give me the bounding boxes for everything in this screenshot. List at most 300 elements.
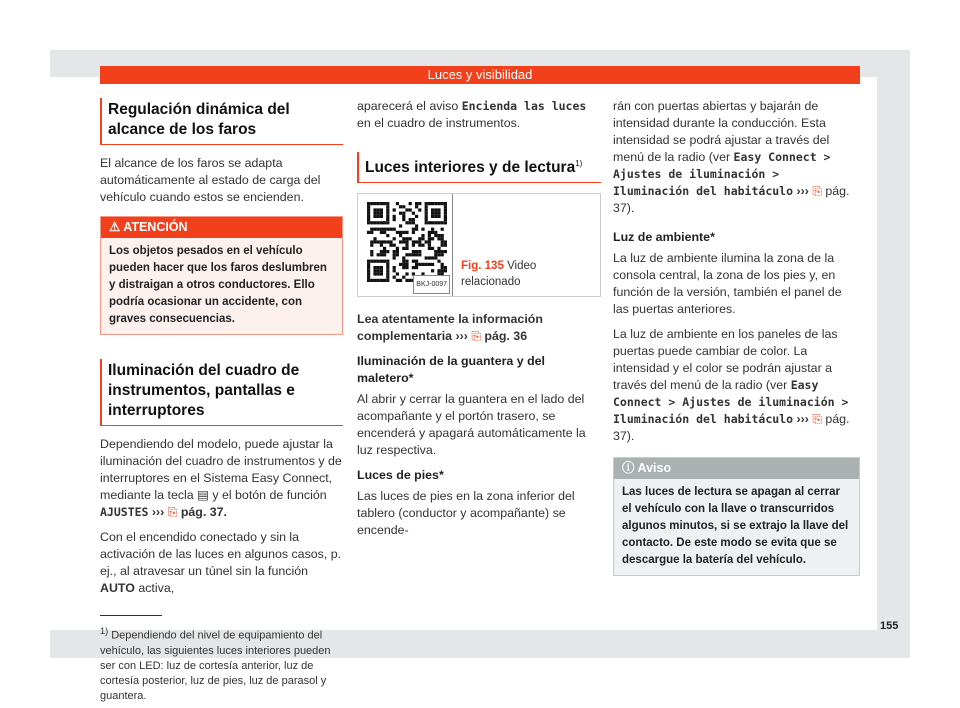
qr-module: [377, 273, 380, 276]
qr-module: [396, 273, 399, 276]
qr-module: [418, 209, 421, 212]
qr-module: [428, 202, 431, 205]
heading-instrument-lighting: Iluminación del cuadro de instrumentos, pantallas e interruptores: [100, 359, 343, 426]
qr-module: [437, 247, 440, 250]
qr-module: [380, 228, 383, 231]
qr-module: [367, 269, 370, 272]
qr-module: [409, 218, 412, 221]
qr-module: [415, 205, 418, 208]
qr-module: [437, 215, 440, 218]
book-reference-icon: ⎘: [812, 412, 822, 426]
qr-module: [402, 212, 405, 215]
page-reference-link[interactable]: pág. 37.: [180, 505, 227, 519]
qr-module: [444, 205, 447, 208]
qr-module: [412, 244, 415, 247]
column-2: [357, 98, 601, 547]
qr-module: [428, 263, 431, 266]
qr-module: [441, 228, 444, 231]
qr-module: [418, 244, 421, 247]
qr-module: [441, 221, 444, 224]
qr-module: [428, 231, 431, 234]
qr-module: [441, 244, 444, 247]
qr-module: [380, 260, 383, 263]
qr-module: [425, 241, 428, 244]
qr-module: [386, 202, 389, 205]
qr-module: [399, 205, 402, 208]
qr-module: [377, 253, 380, 256]
book-reference-icon: ⎘: [471, 329, 481, 344]
qr-module: [380, 241, 383, 244]
qr-module: [399, 225, 402, 228]
qr-module: [370, 202, 373, 205]
qr-module: [367, 202, 370, 205]
qr-module: [441, 263, 444, 266]
qr-module: [444, 215, 447, 218]
qr-module: [405, 247, 408, 250]
auto-symbol: AUTO: [100, 581, 135, 595]
qr-module: [383, 247, 386, 250]
qr-module: [441, 266, 444, 269]
qr-module: [405, 266, 408, 269]
qr-module: [386, 209, 389, 212]
qr-module: [373, 241, 376, 244]
qr-module: [418, 250, 421, 253]
qr-module: [373, 212, 376, 215]
qr-module: [405, 241, 408, 244]
qr-module: [431, 231, 434, 234]
qr-module: [393, 244, 396, 247]
qr-module: [405, 273, 408, 276]
qr-module: [389, 241, 392, 244]
qr-module: [431, 209, 434, 212]
qr-module: [396, 202, 399, 205]
qr-module: [434, 209, 437, 212]
qr-module: [415, 241, 418, 244]
qr-module: [367, 266, 370, 269]
note-title: ⓘ Aviso: [614, 458, 859, 479]
qr-module: [444, 244, 447, 247]
qr-module: [434, 212, 437, 215]
qr-module: [444, 266, 447, 269]
qr-module: [377, 266, 380, 269]
qr-module: [383, 231, 386, 234]
qr-module: [421, 244, 424, 247]
qr-module: [373, 209, 376, 212]
figure-135: [357, 193, 601, 297]
paragraph: aparecerá el aviso Encienda las luces en el cuadro de instrumentos.: [357, 99, 587, 130]
qr-module: [425, 202, 428, 205]
qr-module: [441, 253, 444, 256]
qr-module: [370, 250, 373, 253]
qr-module: [367, 263, 370, 266]
qr-module: [434, 253, 437, 256]
note-box: [613, 457, 860, 576]
qr-module: [412, 266, 415, 269]
qr-module: [425, 215, 428, 218]
paragraph: Las luces de pies en la zona inferior del tablero (conductor y acompañante) se encende-: [357, 489, 575, 538]
qr-module: [377, 279, 380, 282]
qr-module: [380, 244, 383, 247]
qr-module: [444, 212, 447, 215]
book-reference-icon: ⎘: [812, 184, 822, 198]
qr-module: [412, 260, 415, 263]
qr-module: [437, 253, 440, 256]
qr-module: [444, 241, 447, 244]
qr-module: [399, 279, 402, 282]
qr-module: [434, 250, 437, 253]
qr-module: [431, 269, 434, 272]
qr-module: [383, 202, 386, 205]
qr-module: [415, 250, 418, 253]
qr-module: [431, 257, 434, 260]
qr-module: [367, 221, 370, 224]
qr-module: [402, 215, 405, 218]
qr-module: [386, 276, 389, 279]
qr-module: [380, 202, 383, 205]
qr-module: [396, 279, 399, 282]
qr-module: [377, 221, 380, 224]
qr-module: [415, 266, 418, 269]
qr-module: [437, 202, 440, 205]
warning-icon: ⚠: [109, 220, 124, 234]
qr-module: [444, 202, 447, 205]
qr-module: [428, 247, 431, 250]
qr-module: [386, 221, 389, 224]
paragraph: El alcance de los faros se adapta automáticamente al estado de carga del vehículo cuando estos se encienden.: [100, 156, 321, 204]
qr-module: [373, 273, 376, 276]
qr-module: [402, 276, 405, 279]
qr-module: [367, 273, 370, 276]
qr-module: [393, 228, 396, 231]
qr-module: [367, 209, 370, 212]
qr-module: [373, 228, 376, 231]
qr-module: [393, 250, 396, 253]
qr-module: [373, 266, 376, 269]
qr-module: [383, 228, 386, 231]
qr-module: [405, 221, 408, 224]
qr-module: [412, 228, 415, 231]
qr-module: [434, 234, 437, 237]
qr-module: [386, 205, 389, 208]
qr-module: [386, 260, 389, 263]
qr-module: [367, 218, 370, 221]
qr-module: [402, 241, 405, 244]
qr-module: [393, 269, 396, 272]
page-reference-link[interactable]: pág. 37).: [613, 184, 850, 215]
qr-module: [431, 212, 434, 215]
qr-module: [386, 228, 389, 231]
qr-module: [380, 279, 383, 282]
qr-module: [409, 279, 412, 282]
book-reference-icon: ⎘: [167, 505, 178, 519]
qr-module: [431, 228, 434, 231]
qr-module: [393, 253, 396, 256]
qr-module: [412, 212, 415, 215]
qr-module: [418, 202, 421, 205]
qr-module: [386, 212, 389, 215]
qr-module: [434, 231, 437, 234]
heading-headlight-range: Regulación dinámica del alcance de los faros: [100, 98, 343, 145]
qr-module: [377, 215, 380, 218]
paragraph: Al abrir y cerrar la guantera en el lado del acompañante y el portón trasero, se encenderá y apagará automáticamente la luz respectiva.: [357, 392, 586, 458]
qr-module: [425, 263, 428, 266]
qr-module: [402, 266, 405, 269]
qr-module: [370, 228, 373, 231]
qr-module: [415, 228, 418, 231]
page-reference-link[interactable]: pág. 36: [484, 329, 528, 344]
qr-module: [370, 221, 373, 224]
warning-title: ⚠ ATENCIÓN: [101, 217, 342, 238]
qr-module: [437, 269, 440, 272]
qr-module: [383, 279, 386, 282]
qr-module: [428, 237, 431, 240]
qr-module: [377, 209, 380, 212]
qr-module: [425, 257, 428, 260]
note-body: Las luces de lectura se apagan al cerrar el vehículo con la llave o transcurridos algunos minutos, si se extrajo la llave del contacto. De este modo se evita que se descargue la batería del vehículo.: [622, 486, 849, 566]
qr-module: [393, 237, 396, 240]
paragraph: Con el encendido conectado y sin la activación de las luces en algunos casos, p. ej., al atravesar un túnel sin la función AUTO activa,: [100, 530, 342, 595]
qr-module: [437, 221, 440, 224]
qr-module: [370, 253, 373, 256]
qr-module: [367, 205, 370, 208]
qr-module: [386, 269, 389, 272]
qr-module: [377, 260, 380, 263]
qr-module: [431, 221, 434, 224]
qr-module: [431, 202, 434, 205]
qr-module: [380, 266, 383, 269]
qr-module: [421, 263, 424, 266]
qr-module: [405, 279, 408, 282]
column-1: [100, 98, 343, 704]
qr-module: [373, 202, 376, 205]
qr-module: [434, 215, 437, 218]
qr-module: [370, 241, 373, 244]
qr-module: [386, 241, 389, 244]
info-icon: ⓘ: [622, 461, 638, 475]
qr-module: [373, 279, 376, 282]
qr-module: [405, 263, 408, 266]
qr-module: [380, 253, 383, 256]
paragraph: La luz de ambiente ilumina la zona de la consola central, la zona de los pies y, en función de la versión, también el panel de las puertas anteriores.: [613, 251, 842, 316]
qr-code-image: [367, 202, 447, 282]
qr-module: [409, 253, 412, 256]
qr-module: [373, 260, 376, 263]
qr-module: [405, 260, 408, 263]
qr-module: [412, 218, 415, 221]
qr-module: [418, 253, 421, 256]
qr-module: [396, 253, 399, 256]
qr-module: [380, 250, 383, 253]
qr-module: [386, 273, 389, 276]
qr-module: [399, 234, 402, 237]
qr-module: [405, 237, 408, 240]
qr-module: [393, 276, 396, 279]
qr-module: [380, 269, 383, 272]
qr-module: [441, 241, 444, 244]
qr-module: [383, 260, 386, 263]
qr-module: [441, 202, 444, 205]
qr-module: [386, 218, 389, 221]
qr-module: [399, 212, 402, 215]
paragraph: rán con puertas abiertas y bajarán de intensidad durante la conducción. Esta intensidad se podrá ajustar a través del menú de la radio (ver Easy Connect > Ajustes de iluminación > Iluminación del habitáculo ››› ⎘ pág. 37).: [613, 99, 850, 215]
qr-module: [437, 209, 440, 212]
warning-body: Los objetos pesados en el vehículo pueden hacer que los faros deslumbren y distraigan a otros conductores. Ello podría ocasionar un accidente, con graves consecuencias.: [109, 245, 327, 325]
qr-module: [431, 215, 434, 218]
qr-module: [383, 241, 386, 244]
qr-module: [428, 244, 431, 247]
figure-caption: Fig. 135 Video relacionado: [461, 260, 537, 289]
qr-module: [425, 209, 428, 212]
qr-code[interactable]: [358, 194, 453, 296]
qr-module: [370, 231, 373, 234]
qr-module: [441, 234, 444, 237]
qr-module: [431, 237, 434, 240]
qr-module: [415, 260, 418, 263]
qr-module: [418, 241, 421, 244]
qr-module: [393, 218, 396, 221]
qr-module: [393, 257, 396, 260]
qr-module: [428, 234, 431, 237]
qr-module: [412, 241, 415, 244]
qr-module: [367, 215, 370, 218]
qr-module: [444, 221, 447, 224]
paragraph: Dependiendo del modelo, puede ajustar la iluminación del cuadro de instrumentos y de interruptores en el Sistema Easy Connect, mediante la tecla ▤ y el botón de función AJUSTES ››› ⎘ pág. 37.: [100, 437, 342, 519]
qr-module: [421, 234, 424, 237]
qr-module: [402, 257, 405, 260]
qr-module: [412, 231, 415, 234]
qr-module: [421, 228, 424, 231]
qr-module: [393, 266, 396, 269]
qr-module: [373, 215, 376, 218]
qr-module: [377, 269, 380, 272]
qr-module: [437, 250, 440, 253]
qr-module: [386, 263, 389, 266]
qr-module: [386, 250, 389, 253]
qr-module: [425, 205, 428, 208]
qr-module: [399, 241, 402, 244]
qr-module: [428, 221, 431, 224]
qr-module: [370, 244, 373, 247]
qr-module: [399, 263, 402, 266]
qr-module: [415, 263, 418, 266]
qr-module: [444, 269, 447, 272]
qr-module: [437, 212, 440, 215]
qr-module: [380, 273, 383, 276]
qr-module: [389, 244, 392, 247]
qr-module: [383, 250, 386, 253]
qr-module: [409, 209, 412, 212]
qr-module: [383, 253, 386, 256]
menu-key-icon: ▤: [197, 488, 209, 502]
subheading: Iluminación de la guantera y del maletero*: [357, 354, 545, 386]
qr-module: [437, 237, 440, 240]
subheading: Luz de ambiente*: [613, 230, 715, 244]
footnote: $^{1)}$ Dependiendo del nivel de equipamiento del vehículo, las siguientes luces interiores pueden ser con LED: luz de cortesía anterior, luz de cortesía posterior, luz de pies, luz de parasol y guantera.: [100, 615, 343, 704]
column-3: [613, 98, 860, 576]
qr-module: [409, 202, 412, 205]
section-header: Luces y visibilidad: [100, 66, 860, 84]
qr-module: [402, 247, 405, 250]
page-reference-link[interactable]: pág. 37).: [613, 412, 850, 443]
qr-module: [434, 221, 437, 224]
qr-module: [396, 247, 399, 250]
qr-module: [367, 231, 370, 234]
qr-module: [393, 209, 396, 212]
qr-module: [402, 205, 405, 208]
qr-module: [428, 241, 431, 244]
qr-module: [444, 218, 447, 221]
qr-module: [380, 231, 383, 234]
qr-module: [367, 260, 370, 263]
qr-module: [377, 241, 380, 244]
qr-module: [444, 209, 447, 212]
subheading: Luces de pies*: [357, 468, 444, 483]
qr-module: [441, 237, 444, 240]
warning-box: [100, 216, 343, 335]
qr-module: [405, 209, 408, 212]
qr-module: [412, 250, 415, 253]
qr-module: [380, 212, 383, 215]
qr-module: [393, 215, 396, 218]
qr-module: [418, 237, 421, 240]
figure-id: BKJ-0097: [413, 275, 450, 294]
qr-module: [412, 221, 415, 224]
qr-module: [402, 260, 405, 263]
qr-module: [415, 215, 418, 218]
page-number: 155: [880, 620, 899, 632]
qr-module: [370, 279, 373, 282]
paragraph: Lea atentamente la información complementaria ››› ⎘ pág. 36: [357, 312, 543, 344]
qr-module: [425, 212, 428, 215]
qr-module: [431, 247, 434, 250]
footnote-rule: [100, 615, 162, 616]
qr-module: [425, 221, 428, 224]
qr-module: [434, 257, 437, 260]
qr-module: [396, 231, 399, 234]
qr-module: [431, 263, 434, 266]
qr-module: [409, 237, 412, 240]
qr-module: [402, 231, 405, 234]
qr-module: [437, 234, 440, 237]
qr-module: [377, 212, 380, 215]
qr-module: [402, 237, 405, 240]
qr-module: [402, 263, 405, 266]
qr-module: [370, 260, 373, 263]
qr-module: [434, 202, 437, 205]
qr-module: [377, 202, 380, 205]
qr-module: [386, 279, 389, 282]
qr-module: [367, 276, 370, 279]
qr-module: [437, 260, 440, 263]
qr-module: [418, 263, 421, 266]
qr-module: [415, 225, 418, 228]
qr-module: [405, 244, 408, 247]
qr-module: [425, 218, 428, 221]
qr-module: [380, 215, 383, 218]
qr-module: [412, 253, 415, 256]
qr-module: [405, 253, 408, 256]
qr-module: [373, 221, 376, 224]
qr-module: [415, 202, 418, 205]
qr-module: [444, 250, 447, 253]
qr-module: [386, 234, 389, 237]
qr-module: [399, 231, 402, 234]
qr-module: [380, 221, 383, 224]
qr-module: [441, 250, 444, 253]
qr-module: [367, 279, 370, 282]
qr-module: [421, 237, 424, 240]
qr-module: [396, 250, 399, 253]
